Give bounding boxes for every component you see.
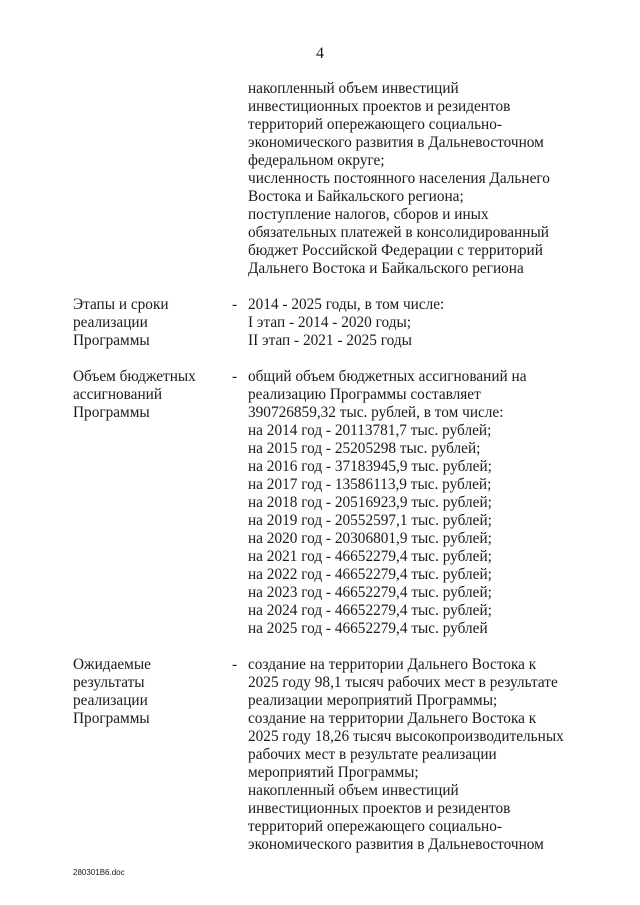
- intro-line: бюджет Российской Федерации с территорий: [248, 242, 543, 259]
- budget-year-line: на 2018 год - 20516923,9 тыс. рублей;: [248, 494, 492, 511]
- budget-year-line: на 2017 год - 13586113,9 тыс. рублей;: [248, 476, 492, 493]
- budget-year-line: на 2020 год - 20306801,9 тыс. рублей;: [248, 530, 492, 547]
- budget-year-line: на 2016 год - 37183945,9 тыс. рублей;: [248, 458, 492, 475]
- budget-year-line: на 2025 год - 46652279,4 тыс. рублей: [248, 620, 488, 637]
- document-filename: 280301В6.doc: [73, 868, 125, 877]
- section-content-line: накопленный объем инвестиций: [248, 782, 459, 799]
- section-label-line: Объем бюджетных: [73, 368, 196, 385]
- section-content-line: общий объем бюджетных ассигнований на: [248, 368, 527, 385]
- budget-year-line: на 2021 год - 46652279,4 тыс. рублей;: [248, 548, 492, 565]
- section-content-line: создание на территории Дальнего Востока к: [248, 710, 537, 727]
- section-content-line: 2025 году 18,26 тысяч высокопроизводительных: [248, 728, 564, 745]
- page-number: 4: [316, 45, 324, 62]
- intro-line: Дальнего Востока и Байкальского региона: [248, 260, 524, 277]
- dash-separator: -: [232, 296, 238, 313]
- intro-line: Востока и Байкальского региона;: [248, 188, 464, 205]
- intro-line: территорий опережающего социально-: [248, 116, 502, 133]
- section-content-line: инвестиционных проектов и резидентов: [248, 800, 511, 817]
- intro-line: накопленный объем инвестиций: [248, 80, 459, 97]
- budget-year-line: на 2023 год - 46652279,4 тыс. рублей;: [248, 584, 492, 601]
- budget-year-line: на 2022 год - 46652279,4 тыс. рублей;: [248, 566, 492, 583]
- section-content-line: рабочих мест в результате реализации: [248, 746, 497, 763]
- section-label-line: реализации: [73, 692, 148, 709]
- intro-line: экономического развития в Дальневосточном: [248, 134, 544, 151]
- intro-line: федеральном округе;: [248, 152, 385, 169]
- section-label-line: Этапы и сроки: [73, 296, 169, 313]
- section-content-line: реализацию Программы составляет: [248, 386, 481, 403]
- budget-year-line: на 2014 год - 20113781,7 тыс. рублей;: [248, 422, 492, 439]
- section-content-line: создание на территории Дальнего Востока к: [248, 656, 537, 673]
- intro-line: обязательных платежей в консолидированный: [248, 224, 549, 241]
- section-content-line: экономического развития в Дальневосточном: [248, 836, 544, 853]
- section-content-line: мероприятий Программы;: [248, 764, 419, 781]
- section-content-line: территорий опережающего социально-: [248, 818, 502, 835]
- section-content-line: 2014 - 2025 годы, в том числе:: [248, 296, 445, 313]
- section-label-line: ассигнований: [73, 386, 163, 403]
- section-content-line: 390726859,32 тыс. рублей, в том числе:: [248, 404, 504, 421]
- section-content-line: 2025 году 98,1 тысяч рабочих мест в результате: [248, 674, 558, 691]
- section-label-line: реализации: [73, 314, 148, 331]
- section-label-line: Программы: [73, 332, 150, 349]
- section-label-line: результаты: [73, 674, 145, 691]
- section-content-line: реализации мероприятий Программы;: [248, 692, 498, 709]
- intro-line: численность постоянного населения Дальнего: [248, 170, 550, 187]
- budget-year-line: на 2015 год - 25205298 тыс. рублей;: [248, 440, 481, 457]
- dash-separator: -: [232, 656, 238, 673]
- intro-line: инвестиционных проектов и резидентов: [248, 98, 511, 115]
- section-label-line: Ожидаемые: [73, 656, 151, 673]
- section-label-line: Программы: [73, 710, 150, 727]
- budget-year-line: на 2024 год - 46652279,4 тыс. рублей;: [248, 602, 492, 619]
- budget-year-line: на 2019 год - 20552597,1 тыс. рублей;: [248, 512, 492, 529]
- intro-line: поступление налогов, сборов и иных: [248, 206, 489, 223]
- section-content-line: II этап - 2021 - 2025 годы: [248, 332, 412, 349]
- section-content-line: I этап - 2014 - 2020 годы;: [248, 314, 412, 331]
- section-label-line: Программы: [73, 404, 150, 421]
- dash-separator: -: [232, 368, 238, 385]
